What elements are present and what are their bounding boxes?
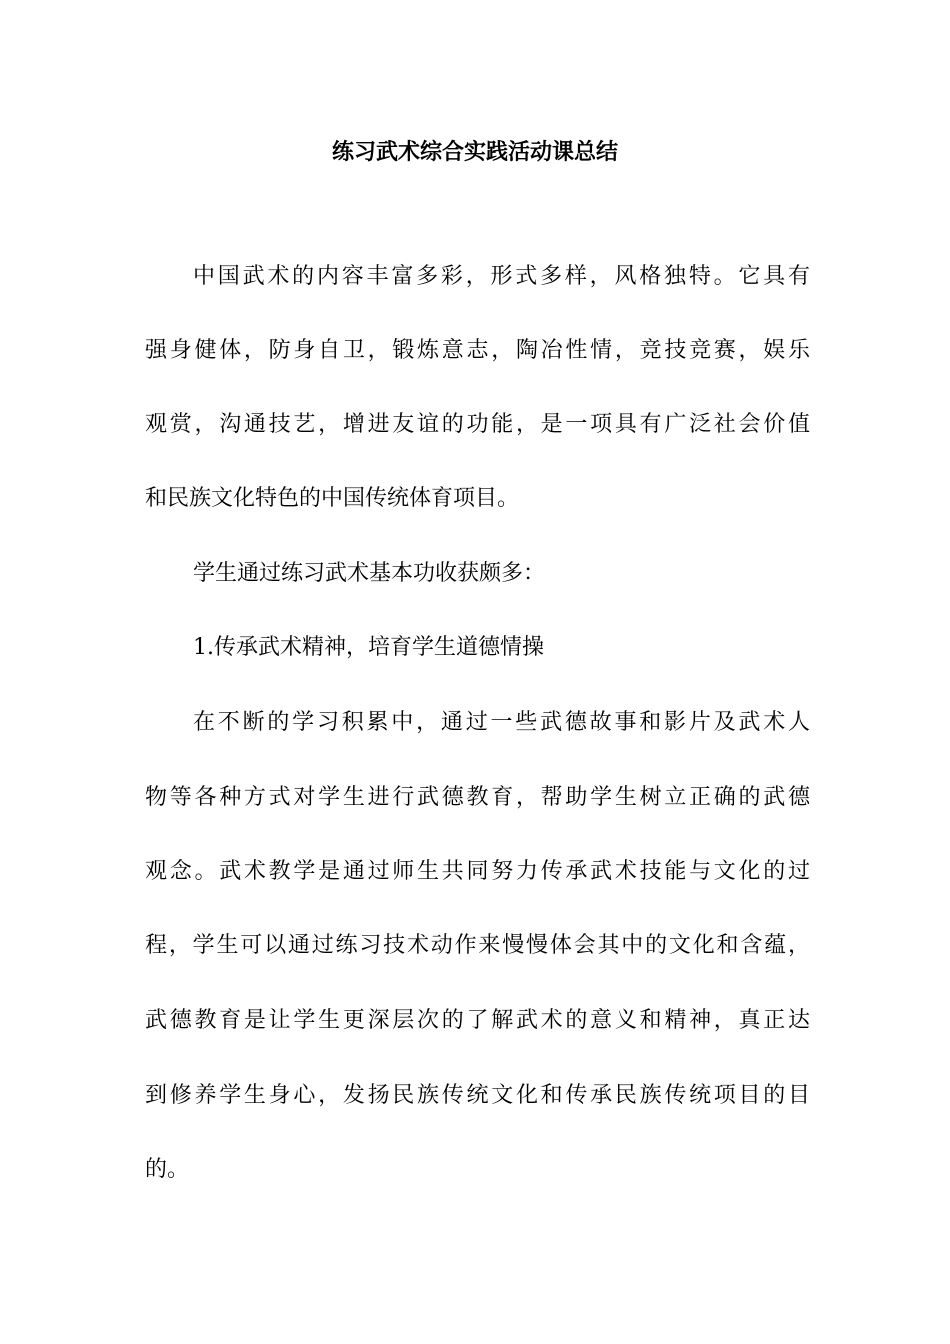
paragraph-line: 中国武术的内容丰富多彩，形式多样，风格独特。它具有: [193, 264, 810, 289]
paragraph-line: 和民族文化特色的中国传统体育项目。: [145, 486, 520, 511]
paragraph-line: 武德教育是让学生更深层次的了解武术的意义和精神，真正达: [145, 1008, 810, 1033]
paragraph-line: 观念。武术教学是通过师生共同努力传承武术技能与文化的过: [145, 859, 810, 884]
paragraph-line: 物等各种方式对学生进行武德教育，帮助学生树立正确的武德: [145, 785, 810, 810]
paragraph-line: 强身健体，防身自卫，锻炼意志，陶冶性情，竞技竞赛，娱乐: [145, 338, 810, 363]
paragraph-line: 的。: [145, 1157, 190, 1182]
paragraph-line: 观赏，沟通技艺，增进友谊的功能，是一项具有广泛社会价值: [145, 412, 810, 437]
paragraph-line: 到修养学生身心，发扬民族传统文化和传承民族传统项目的目: [145, 1083, 810, 1108]
paragraph-line: 学生通过练习武术基本功收获颇多：: [193, 561, 546, 586]
paragraph-line: 程，学生可以通过练习技术动作来慢慢体会其中的文化和含蕴，: [145, 933, 810, 958]
paragraph-line: 在不断的学习积累中，通过一些武德故事和影片及武术人: [193, 710, 810, 735]
page-title: 练习武术综合实践活动课总结: [331, 139, 618, 165]
section-heading: 1.传承武术精神，培育学生道德情操: [193, 635, 544, 660]
